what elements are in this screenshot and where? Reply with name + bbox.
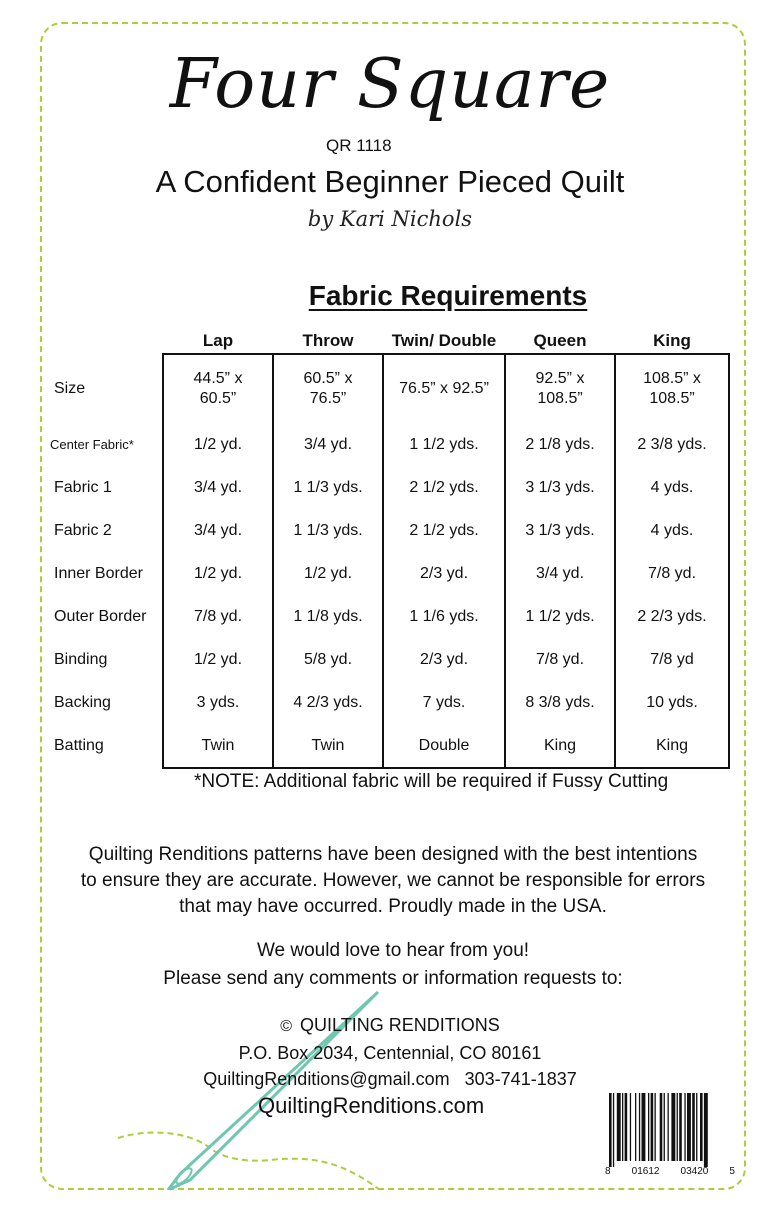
pattern-title: Four Square [169, 45, 611, 124]
barcode-right-group: 03420 [680, 1166, 709, 1177]
table-cell: 4 2/3 yds. [273, 681, 383, 724]
company-website-link[interactable]: QuiltingRenditions.com [258, 1093, 485, 1118]
contact-invitation [40, 937, 746, 993]
fussy-cutting-note: *NOTE: Additional fabric will be required if Fussy Cutting [194, 771, 669, 792]
pattern-subtitle: A Confident Beginner Pieced Quilt [155, 164, 625, 199]
barcode-check-digit: 5 [729, 1166, 735, 1177]
table-cell: 108.5” x 108.5” [615, 354, 729, 423]
pattern-author: by Kari Nichols [307, 207, 473, 231]
table-cell: 1 1/3 yds. [273, 466, 383, 509]
column-header-queen: Queen [533, 331, 587, 350]
table-row [48, 724, 729, 768]
table-cell: 3/4 yd. [163, 466, 273, 509]
table-cell: 1/2 yd. [273, 552, 383, 595]
table-corner [48, 329, 163, 354]
table-cell: 2 1/2 yds. [383, 466, 505, 509]
table-row [48, 354, 729, 423]
disclaimer-line: that may have occurred. Proudly made in the USA. [179, 896, 607, 917]
table-cell: 1 1/2 yds. [383, 423, 505, 466]
table-cell: 3/4 yd. [505, 552, 615, 595]
table-cell: 76.5” x 92.5” [383, 354, 505, 423]
barcode-bar [651, 1093, 654, 1161]
table-row [48, 552, 729, 595]
table-cell: Twin [273, 724, 383, 768]
company-phone: 303-741-1837 [464, 1069, 577, 1089]
table-cell: 3/4 yd. [273, 423, 383, 466]
column-header-king: King [653, 331, 691, 350]
column-header-twin-double: Twin/ Double [391, 331, 497, 350]
table-cell: 2/3 yd. [383, 552, 505, 595]
table-cell: King [505, 724, 615, 768]
barcode-bar [684, 1093, 685, 1161]
row-label: Outer Border [54, 607, 147, 625]
row-label: Binding [54, 650, 108, 668]
table-cell: 44.5” x 60.5” [163, 354, 273, 423]
table-cell: 1 1/2 yds. [505, 595, 615, 638]
table-cell: 92.5” x 108.5” [505, 354, 615, 423]
contact-line: Please send any comments or information requests to: [163, 968, 623, 989]
barcode-left-group: 01612 [631, 1166, 660, 1177]
table-cell: King [615, 724, 729, 768]
barcode-bar [687, 1093, 691, 1161]
table-cell: 2 2/3 yds. [615, 595, 729, 638]
barcode-bar [648, 1093, 649, 1161]
barcode-bar [655, 1093, 656, 1161]
barcode-bar [660, 1093, 663, 1161]
barcode-bar [613, 1093, 614, 1167]
thread-path [118, 1133, 380, 1190]
barcode-bar [664, 1093, 665, 1161]
table-cell: 2 1/2 yds. [383, 509, 505, 552]
barcode-bar [696, 1093, 697, 1161]
table-cell: 1 1/8 yds. [273, 595, 383, 638]
barcode-bar [668, 1093, 669, 1161]
copyright-symbol: © [280, 1018, 293, 1035]
table-cell: 7/8 yd [615, 638, 729, 681]
table-row [48, 638, 729, 681]
table-cell: 4 yds. [615, 466, 729, 509]
table-row [48, 423, 729, 466]
column-header-lap: Lap [202, 331, 234, 350]
table-cell: 4 yds. [615, 509, 729, 552]
barcode-digits [605, 1165, 735, 1179]
barcode-bar [630, 1093, 631, 1161]
table-row [48, 509, 729, 552]
barcode-bar [639, 1093, 640, 1161]
contact-line: We would love to hear from you! [256, 940, 530, 961]
barcode-bar [677, 1093, 678, 1161]
table-cell: 2/3 yd. [383, 638, 505, 681]
barcode-bar [704, 1093, 708, 1167]
table-cell: 7/8 yd. [163, 595, 273, 638]
barcode-bar [692, 1093, 695, 1161]
barcode-bar [609, 1093, 612, 1167]
table-cell: 3 yds. [163, 681, 273, 724]
row-label: Inner Border [54, 564, 143, 582]
barcode-bar [617, 1093, 621, 1161]
disclaimer-line: to ensure they are accurate. However, we cannot be responsible for errors [80, 870, 706, 891]
table-cell: 1/2 yd. [163, 552, 273, 595]
disclaimer-line: Quilting Renditions patterns have been designed with the best intentions [88, 844, 698, 865]
row-label: Backing [54, 693, 111, 711]
row-label: Batting [54, 737, 104, 754]
table-row [48, 595, 729, 638]
table-cell: 2 1/8 yds. [505, 423, 615, 466]
table-row [48, 466, 729, 509]
disclaimer [40, 842, 746, 920]
barcode-bar [635, 1093, 636, 1161]
table-cell: 2 3/8 yds. [615, 423, 729, 466]
row-label: Fabric 1 [54, 478, 112, 496]
table-cell: 7 yds. [383, 681, 505, 724]
table-cell: 8 3/8 yds. [505, 681, 615, 724]
table-cell: 7/8 yd. [505, 638, 615, 681]
table-cell: 1/2 yd. [163, 638, 273, 681]
row-label: Center Fabric* [50, 437, 134, 452]
table-cell: 7/8 yd. [615, 552, 729, 595]
barcode-bar [625, 1093, 628, 1161]
barcode-bars [605, 1093, 735, 1167]
company-info [0, 1012, 780, 1092]
row-label: Fabric 2 [54, 521, 112, 539]
barcode-bar [622, 1093, 623, 1161]
fabric-requirements-table [48, 329, 730, 769]
barcode-bar [671, 1093, 675, 1161]
company-email[interactable]: QuiltingRenditions@gmail.com [203, 1069, 450, 1089]
table-cell: 3/4 yd. [163, 509, 273, 552]
column-header-throw: Throw [302, 331, 354, 350]
company-address: P.O. Box 2034, Centennial, CO 80161 [238, 1043, 542, 1063]
barcode-bar [700, 1093, 703, 1161]
table-cell: Double [383, 724, 505, 768]
fabric-requirements-heading: Fabric Requirements [308, 280, 588, 311]
table-cell: 1 1/3 yds. [273, 509, 383, 552]
table-cell: 10 yds. [615, 681, 729, 724]
table-cell: 60.5” x 76.5” [273, 354, 383, 423]
company-name: QUILTING RENDITIONS [300, 1015, 500, 1035]
table-row [48, 681, 729, 724]
table-cell: 3 1/3 yds. [505, 466, 615, 509]
barcode-bar [642, 1093, 646, 1161]
barcode-first-digit: 8 [605, 1166, 611, 1177]
table-cell: 1/2 yd. [163, 423, 273, 466]
barcode-bar [679, 1093, 682, 1161]
table-cell: 1 1/6 yds. [383, 595, 505, 638]
company-contact-line [0, 1066, 780, 1092]
table-header-row [48, 329, 729, 354]
table-cell: Twin [163, 724, 273, 768]
row-label: Size [54, 379, 86, 397]
barcode [605, 1093, 735, 1179]
pattern-code: QR 1118 [326, 136, 392, 155]
table-cell: 3 1/3 yds. [505, 509, 615, 552]
table-cell: 5/8 yd. [273, 638, 383, 681]
company-name-line [0, 1012, 780, 1040]
